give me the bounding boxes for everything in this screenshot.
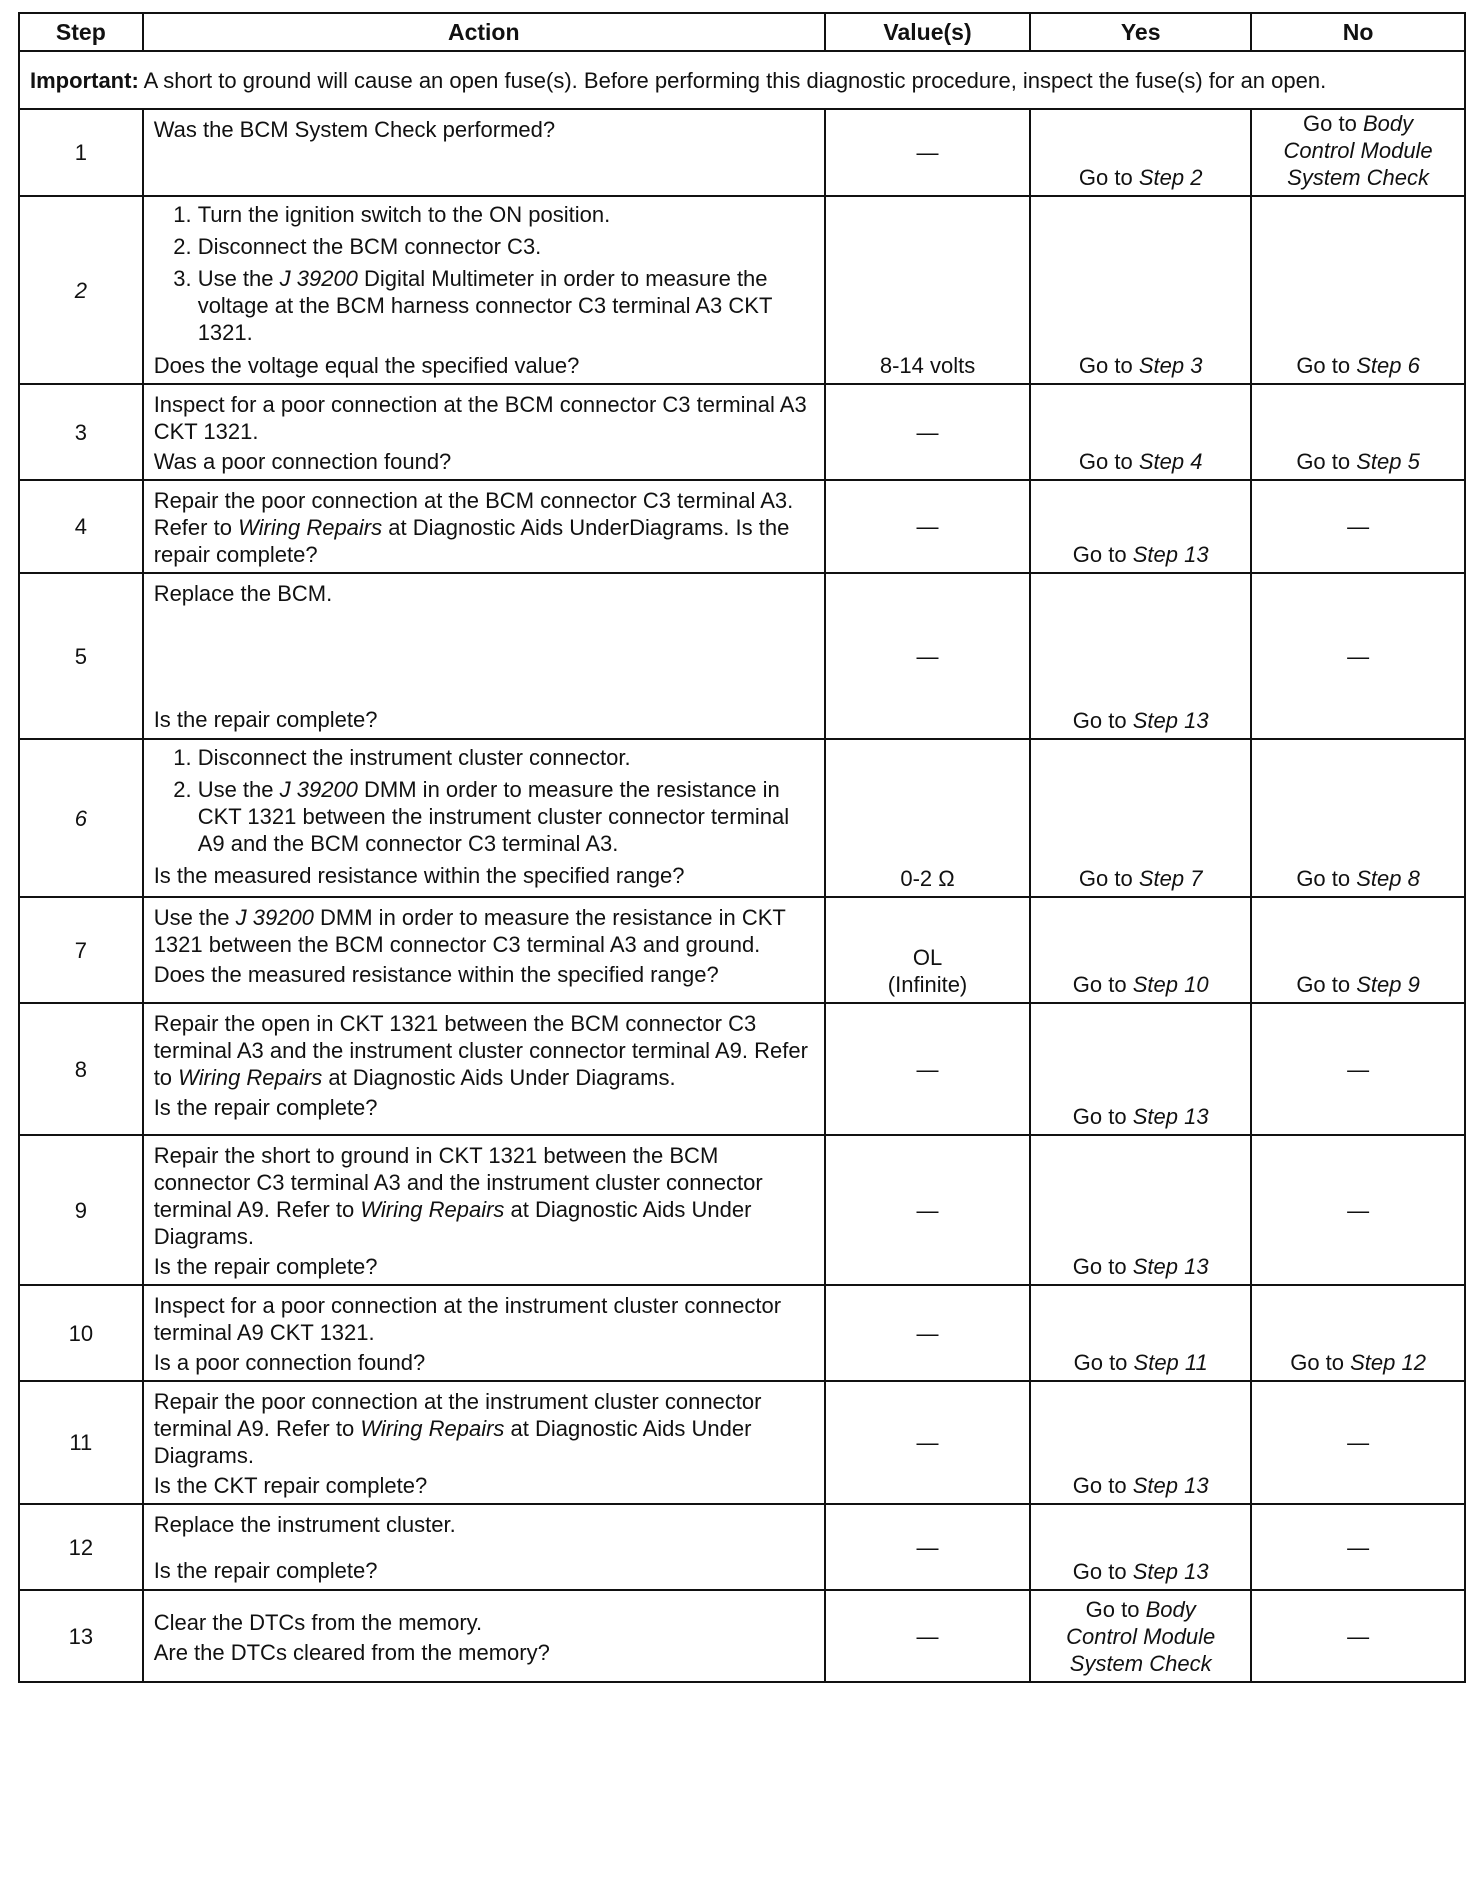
step-number: 9 — [19, 1135, 143, 1285]
value-cell: — — [825, 573, 1030, 739]
yes-step-link[interactable]: Step 3 — [1138, 353, 1203, 378]
table-row — [19, 1381, 1465, 1504]
step-number: 12 — [19, 1504, 143, 1590]
action-question: Is the measured resistance within the specified range? — [153, 863, 685, 888]
action-question: Is the repair complete? — [153, 707, 378, 732]
yes-step-link[interactable]: Step 10 — [1132, 972, 1209, 997]
no-cell: Go to Body Control Module System Check — [1251, 109, 1465, 196]
action-steps-list — [154, 744, 814, 857]
list-item: 1. Turn the ignition switch to the ON position. — [198, 201, 814, 228]
yes-step-link[interactable]: Step 13 — [1132, 1473, 1209, 1498]
yes-step-link[interactable]: Step 13 — [1132, 1104, 1209, 1129]
value-cell: OL (Infinite) — [825, 897, 1030, 1003]
important-text: A short to ground will cause an open fuse(s). Before performing this diagnostic procedure, inspect the fuse(s) for an open. — [138, 67, 1327, 93]
no-cell: — — [1251, 1135, 1465, 1285]
table-row — [19, 897, 1465, 1003]
header-no: No — [1251, 13, 1465, 51]
yes-cell: Go to Step 13 — [1030, 1003, 1251, 1135]
value-cell: 0-2 Ω — [825, 739, 1030, 897]
action-cell — [143, 1590, 825, 1682]
yes-step-link[interactable]: Step 13 — [1132, 708, 1209, 733]
no-step-link[interactable]: Step 12 — [1350, 1350, 1426, 1375]
step-number: 2 — [19, 196, 143, 384]
value-cell: — — [825, 1285, 1030, 1381]
value-cell: — — [825, 1590, 1030, 1682]
value-cell: — — [825, 1504, 1030, 1590]
yes-step-link[interactable]: Step 7 — [1138, 866, 1203, 891]
table-row — [19, 573, 1465, 739]
header-action: Action — [143, 13, 825, 51]
action-question: Was a poor connection found? — [153, 449, 452, 474]
list-item: 2. Use the J 39200 DMM in order to measure the resistance in CKT 1321 between the instrument cluster connector terminal A9 and the BCM connector C3 terminal A3. — [198, 776, 814, 857]
action-text: Replace the BCM. — [153, 581, 333, 606]
no-cell: — — [1251, 1381, 1465, 1504]
step-number: 6 — [19, 739, 143, 897]
no-cell: Go to Step 12 — [1251, 1285, 1465, 1381]
action-cell — [143, 384, 825, 480]
step-number: 7 — [19, 897, 143, 1003]
action-text: Replace the instrument cluster. — [153, 1512, 456, 1537]
action-question: Does the voltage equal the specified value? — [153, 353, 580, 378]
no-step-link[interactable]: Step 6 — [1356, 353, 1420, 378]
yes-step-link[interactable]: Step 11 — [1133, 1350, 1208, 1375]
action-question: Is the repair complete? — [153, 1254, 378, 1279]
yes-step-link[interactable]: Step 2 — [1138, 165, 1203, 190]
value-cell: — — [825, 1135, 1030, 1285]
action-question: Is the CKT repair complete? — [153, 1473, 428, 1498]
yes-cell: Go to Step 13 — [1030, 480, 1251, 573]
action-text: Clear the DTCs from the memory. — [153, 1609, 483, 1635]
action-cell — [143, 1003, 825, 1135]
table-row — [19, 196, 1465, 384]
yes-cell: Go to Step 13 — [1030, 1504, 1251, 1590]
action-text: Repair the short to ground in CKT 1321 between the BCM connector C3 terminal A3 and the instrument cluster connector terminal A9. Refer to Wiring Repairs at Diagnostic Aids Under Diagrams. — [153, 1143, 763, 1249]
yes-cell: Go to Step 3 — [1030, 196, 1251, 384]
yes-step-link[interactable]: Step 13 — [1132, 1559, 1209, 1584]
table-row — [19, 1135, 1465, 1285]
no-step-link[interactable]: Step 9 — [1356, 972, 1420, 997]
no-cell: Go to Step 6 — [1251, 196, 1465, 384]
header-row — [19, 13, 1465, 51]
yes-link[interactable]: Go to Body — [1085, 1596, 1196, 1622]
table-row — [19, 384, 1465, 480]
yes-step-link[interactable]: Step 13 — [1132, 542, 1209, 567]
action-text: Repair the open in CKT 1321 between the BCM connector C3 terminal A3 and the instrument cluster connector terminal A9. Refer to Wiring Repairs at Diagnostic Aids Under Diagrams. — [153, 1011, 808, 1090]
step-number: 10 — [19, 1285, 143, 1381]
step-number: 11 — [19, 1381, 143, 1504]
action-question: Is the repair complete? — [153, 1095, 378, 1120]
action-cell — [143, 739, 825, 897]
table-row — [19, 739, 1465, 897]
value-cell: — — [825, 384, 1030, 480]
header-values: Value(s) — [825, 13, 1030, 51]
table-row — [19, 480, 1465, 573]
no-cell: — — [1251, 1003, 1465, 1135]
action-question: Are the DTCs cleared from the memory? — [153, 1639, 550, 1665]
step-number: 4 — [19, 480, 143, 573]
action-cell — [143, 109, 825, 196]
list-item: 1. Disconnect the instrument cluster connector. — [198, 744, 814, 771]
yes-step-link[interactable]: Step 4 — [1138, 449, 1203, 474]
action-cell — [143, 196, 825, 384]
action-question: Does the measured resistance within the specified range? — [153, 962, 719, 987]
value-cell: — — [825, 480, 1030, 573]
action-text: Inspect for a poor connection at the instrument cluster connector terminal A9 CKT 1321. — [153, 1293, 782, 1345]
yes-cell: Go to Step 2 — [1030, 109, 1251, 196]
action-text: Repair the poor connection at the instrument cluster connector terminal A9. Refer to Wiring Repairs at Diagnostic Aids Under Diagrams. — [153, 1389, 762, 1468]
step-number: 1 — [19, 109, 143, 196]
diagnostic-table-page — [18, 12, 1466, 1683]
step-number: 5 — [19, 573, 143, 739]
action-cell — [143, 1504, 825, 1590]
action-question: Is the repair complete? — [153, 1558, 378, 1583]
action-question: Is a poor connection found? — [153, 1350, 426, 1375]
value-cell: 8-14 volts — [825, 196, 1030, 384]
important-label: Important: — [30, 67, 139, 93]
action-text: Inspect for a poor connection at the BCM connector C3 terminal A3 CKT 1321. — [153, 392, 807, 444]
no-step-link[interactable]: Step 5 — [1356, 449, 1420, 474]
yes-step-link[interactable]: Step 13 — [1132, 1254, 1209, 1279]
action-cell — [143, 897, 825, 1003]
header-yes: Yes — [1030, 13, 1251, 51]
action-cell — [143, 1381, 825, 1504]
list-item: 2. Disconnect the BCM connector C3. — [198, 233, 814, 260]
important-row — [19, 51, 1465, 109]
no-cell: — — [1251, 480, 1465, 573]
step-number: 8 — [19, 1003, 143, 1135]
yes-cell: Go to Step 13 — [1030, 1135, 1251, 1285]
action-question: Was the BCM System Check performed? — [153, 117, 556, 142]
header-step: Step — [19, 13, 143, 51]
yes-cell: Go to Step 4 — [1030, 384, 1251, 480]
table-row — [19, 1504, 1465, 1590]
important-note — [19, 51, 1465, 109]
no-link[interactable]: Go to Body — [1303, 111, 1414, 136]
yes-cell: Go to Step 7 — [1030, 739, 1251, 897]
table-row — [19, 109, 1465, 196]
no-step-link[interactable]: Step 8 — [1356, 866, 1420, 891]
yes-cell: Go to Step 10 — [1030, 897, 1251, 1003]
value-cell: — — [825, 1381, 1030, 1504]
yes-cell: Go to Body Control Module System Check — [1030, 1590, 1251, 1682]
action-cell: Repair the poor connection at the BCM connector C3 terminal A3. Refer to Wiring Repairs at Diagnostic Aids UnderDiagrams. Is the repair complete? — [143, 480, 825, 573]
no-cell: Go to Step 8 — [1251, 739, 1465, 897]
yes-cell: Go to Step 13 — [1030, 1381, 1251, 1504]
value-cell: — — [825, 109, 1030, 196]
table-row — [19, 1003, 1465, 1135]
action-steps-list — [154, 201, 814, 346]
diagnostic-table — [18, 12, 1466, 1683]
no-cell: — — [1251, 1590, 1465, 1682]
yes-cell: Go to Step 13 — [1030, 573, 1251, 739]
no-cell: Go to Step 5 — [1251, 384, 1465, 480]
table-row — [19, 1590, 1465, 1682]
action-text: Use the J 39200 DMM in order to measure the resistance in CKT 1321 between the BCM connector C3 terminal A3 and ground. — [153, 905, 786, 957]
yes-cell: Go to Step 11 — [1030, 1285, 1251, 1381]
step-number: 13 — [19, 1590, 143, 1682]
table-row — [19, 1285, 1465, 1381]
step-number: 3 — [19, 384, 143, 480]
no-cell: — — [1251, 573, 1465, 739]
action-cell — [143, 1135, 825, 1285]
action-cell — [143, 573, 825, 739]
list-item: 3. Use the J 39200 Digital Multimeter in order to measure the voltage at the BCM harness connector C3 terminal A3 CKT 1321. — [198, 265, 814, 346]
no-cell: Go to Step 9 — [1251, 897, 1465, 1003]
no-cell: — — [1251, 1504, 1465, 1590]
value-cell: — — [825, 1003, 1030, 1135]
action-cell — [143, 1285, 825, 1381]
